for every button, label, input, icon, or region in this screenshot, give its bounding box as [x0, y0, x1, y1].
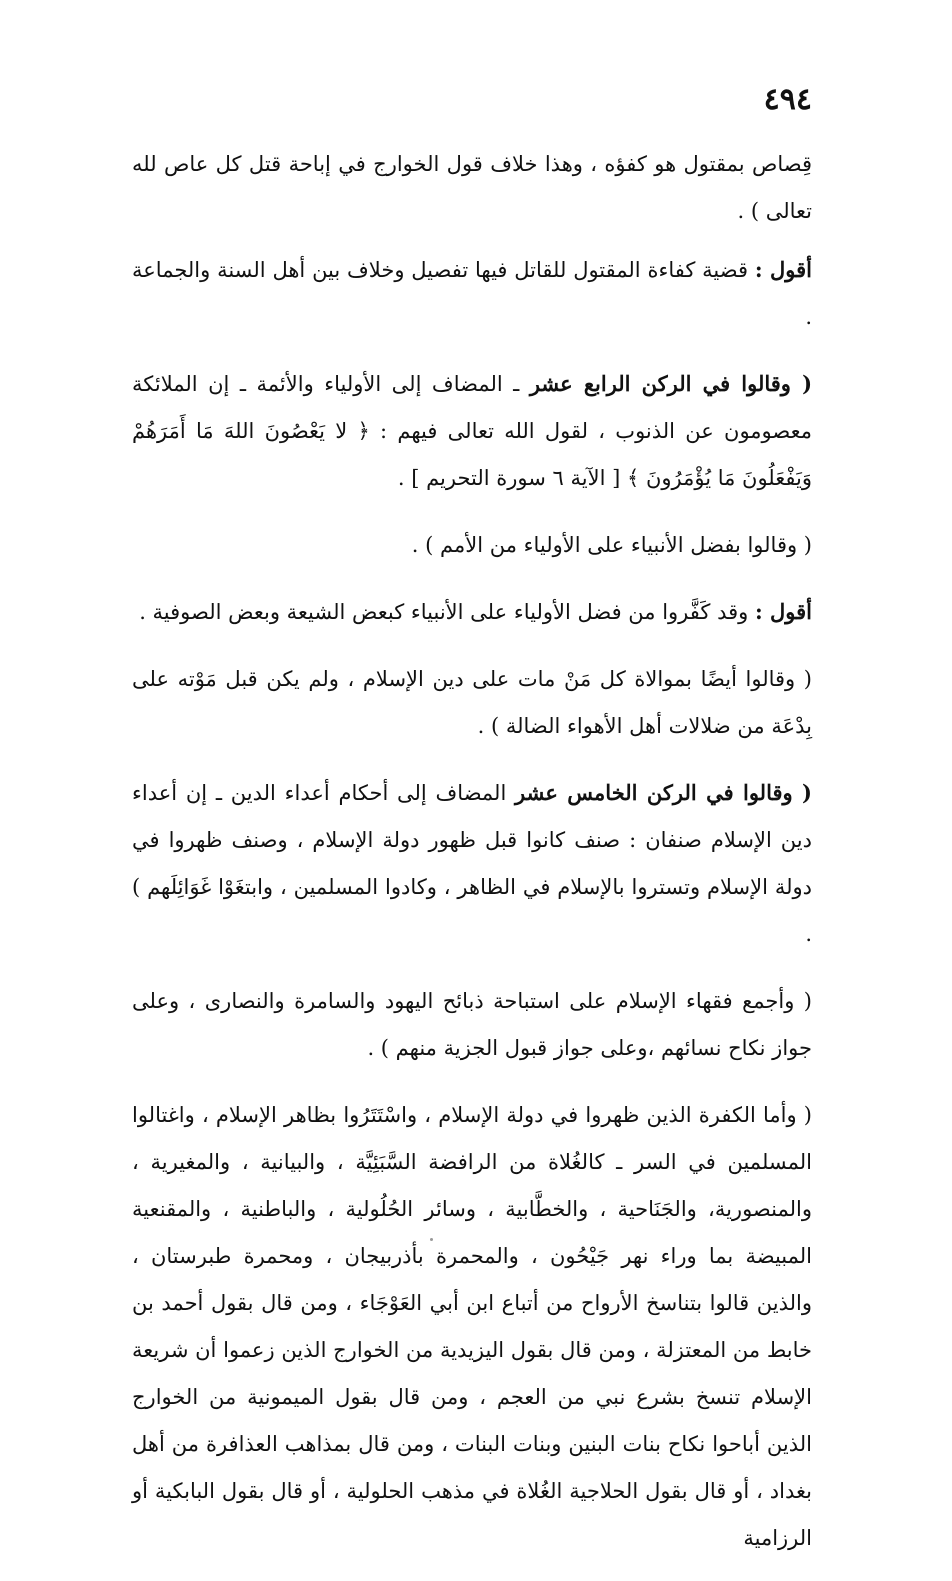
paragraph-2: [132, 246, 812, 341]
paragraph-lead: أقول :: [754, 257, 813, 282]
paragraph-1: [132, 140, 812, 235]
page-number: ٤٩٤: [763, 82, 812, 117]
paragraph-text: ـ المضاف إلى الأولياء والأئمة ـ إن الملائكة معصومون عن الذنوب ، لقول الله تعالى فيهم : ﴿ لا يَعْصُونَ اللهَ مَا أَمَرَهُمْ وَيَفْعَلُونَ مَا يُؤْمَرُونَ ﴾ [ الآية ٦ سورة التحريم ] .: [132, 372, 812, 490]
paragraph-text: وقد كَفَّروا من فضل الأولياء على الأنبياء كبعض الشيعة وبعض الصوفية .: [139, 600, 755, 624]
paragraph-text: ( وأجمع فقهاء الإسلام على استباحة ذبائح اليهود والسامرة والنصارى ، وعلى جواز نكاح نسائهم ،وعلى جواز قبول الجزية منهم ) .: [132, 989, 812, 1060]
paragraph-8: [132, 977, 812, 1072]
paragraph-6: [132, 655, 812, 750]
paragraph-4: [132, 521, 812, 569]
paragraph-lead: ( وقالوا في الركن الرابع عشر: [529, 371, 813, 396]
paragraph-9: [132, 1091, 812, 1562]
paragraph-text: المضاف إلى أحكام أعداء الدين ـ إن أعداء دين الإسلام صنفان : صنف كانوا قبل ظهور دولة الإسلام ، وصنف ظهروا في دولة الإسلام وتستروا بالإسلام في الظاهر ، وكادوا المسلمين ، وابتغَوْا غَوَائِلَهم ) .: [132, 781, 812, 946]
paragraph-5: [132, 588, 812, 636]
paragraph-3: [132, 360, 812, 502]
paragraph-text: ( وأما الكفرة الذين ظهروا في دولة الإسلام ، واسْتَتَرُوا بظاهر الإسلام ، واغتالوا المسلمين في السر ـ كالغُلاة من الرافضة السَّبَئِيَّة ، والبيانية ، والمغيرية ، والمنصورية، والجَنَاحية ، والخطَّابية ، وسائر الحُلُولية ، والباطنية ، والمقنعية المبيضة بما وراء نهر جَيْحُون ، والمحمرة بأذربيجان ، ومحمرة طبرستان ، والذين قالوا بتناسخ الأرواح من أتباع ابن أبي العَوْجَاء ، ومن قال بقول أحمد بن خابط من المعتزلة ، ومن قال بقول اليزيدية من الخوارج الذين زعموا أن شريعة الإسلام تنسخ بشرع نبي من العجم ، ومن قال بقول الميمونية من الخوارج الذين أباحوا نكاح بنات البنين وبنات البنات ، ومن قال بمذاهب العذافرة من أهل بغداد ، أو قال بقول الحلاجية الغُلاة في مذهب الحلولية ، أو قال بقول البابكية أو الرزامية: [132, 1103, 812, 1550]
paragraph-text: ( وقالوا بفضل الأنبياء على الأولياء من الأمم ) .: [411, 533, 812, 557]
paragraph-text: ( وقالوا أيضًا بموالاة كل مَنْ مات على دين الإسلام ، ولم يكن قبل مَوْته على بِدْعَة من ضلالات أهل الأهواء الضالة ) .: [132, 667, 812, 738]
paragraph-lead: أقول :: [754, 599, 812, 624]
paragraph-lead: ( وقالوا في الركن الخامس عشر: [515, 780, 812, 805]
body-text: [132, 140, 812, 1581]
scan-speck: [430, 1238, 433, 1241]
paragraph-text: قِصاص بمقتول هو كفؤه ، وهذا خلاف قول الخوارج في إباحة قتل كل عاص لله تعالى ) .: [132, 152, 812, 223]
paragraph-text: قضية كفاءة المقتول للقاتل فيها تفصيل وخلاف بين أهل السنة والجماعة .: [132, 258, 812, 329]
paragraph-7: [132, 769, 812, 958]
